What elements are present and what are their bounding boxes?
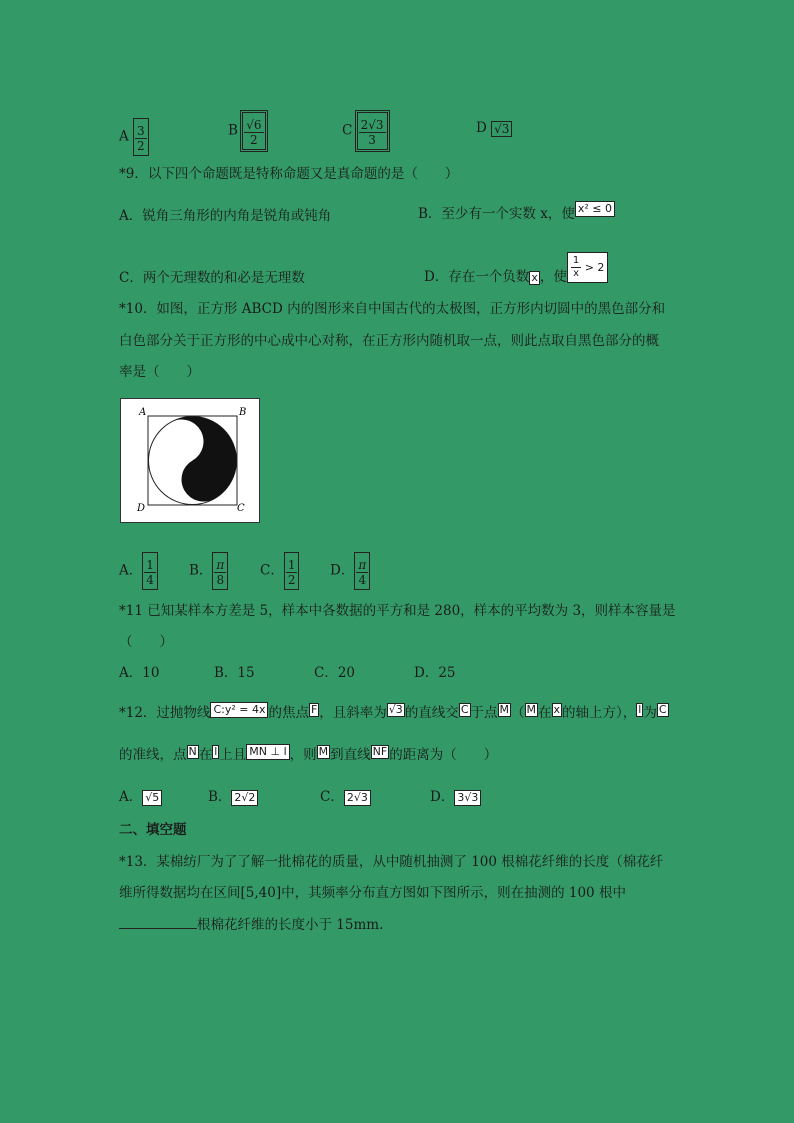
q10-line-2: 白色部分关于正方形的中心成中心对称，在正方形内随机取一点，则此点取自黑色部分的概 <box>119 333 659 349</box>
q12-point-m3: M <box>318 744 329 758</box>
q10-option-d-fraction: $\frac{\pi}{4}$ <box>354 552 370 590</box>
q12-point-m: M <box>499 702 509 716</box>
q10-option-c-fraction: $\frac{1}{2}$ <box>284 552 300 590</box>
q10-line-3: 率是（ ） <box>119 364 200 380</box>
q9-option-b-formula: x² ≤ 0 <box>575 201 615 217</box>
q12-option-d: D． 3√3 <box>430 787 481 807</box>
q13-line-3: 根棉花纤维的长度小于 15mm. <box>119 914 383 935</box>
q13-line-2: 维所得数据均在区间[5,40]中，其频率分布直方图如下图所示，则在抽测的 100 根中 <box>119 885 626 901</box>
q12-curve-c2: C <box>658 702 667 716</box>
q11-option-c: C．20 <box>314 665 356 681</box>
q10-option-b: B． $\frac{\pi}{8}$ <box>189 552 228 590</box>
q11-line-1: *11 已知某样本方差是 5，样本中各数据的平方和是 280，样本的平均数为 3，则样本容量是 <box>119 603 676 619</box>
q11-option-a: A．10 <box>119 665 160 681</box>
q11-line-2: （ ） <box>119 634 173 650</box>
q12-option-b-value: 2√2 <box>231 790 258 806</box>
q8-option-c: C $\frac{2√3}{3}$ <box>342 112 388 150</box>
q8-option-a: A $\frac{3}{2}$ <box>119 118 149 156</box>
q8-option-d: D √3 <box>476 118 512 138</box>
q9-option-a: A．锐角三角形的内角是锐角或钝角 <box>119 208 332 224</box>
q12-line-2: 的准线，点 N 在 l 上且 MN ⊥ l ，则 M 到直线 NF 的距离为（ ） <box>119 744 498 763</box>
q10-line-1: *10．如图，正方形 ABCD 内的图形来自中国古代的太极图，正方形内切圆中的黑色部分和 <box>119 301 666 317</box>
q9-option-d: D．存在一个负数 x ，使 $\frac{1}{x}$ > 2 <box>424 262 608 293</box>
q13-line-1: *13．某棉纺厂为了了解一批棉花的质量，从中随机抽测了 100 根棉花纤维的长度（棉花纤 <box>119 854 664 870</box>
q12-option-d-value: 3√3 <box>454 790 481 806</box>
q12-line-1: *12．过抛物线 C:y² = 4x 的焦点 F ，且斜率为 √3 的直线交 C 于点 M （ M 在 x 的轴上方）， l 为 C <box>119 702 667 721</box>
q9-stem: *9．以下四个命题既是特称命题又是真命题的是（ ） <box>119 166 459 182</box>
q12-option-b: B． 2√2 <box>208 787 258 807</box>
q8-option-b: B $\frac{√6}{2}$ <box>228 112 266 150</box>
q12-slope: √3 <box>388 702 403 716</box>
q12-line-l2: l <box>214 744 218 758</box>
q12-curve-c: C <box>460 702 469 716</box>
q9-option-d-var: x <box>531 270 538 284</box>
q10-option-c: C． $\frac{1}{2}$ <box>260 552 299 590</box>
q9-option-d-formula: $\frac{1}{x}$ > 2 <box>567 252 609 283</box>
q12-option-a-value: √5 <box>142 790 162 806</box>
taiji-figure <box>120 398 260 523</box>
label-a: A <box>139 407 147 418</box>
q12-point-n: N <box>188 744 197 758</box>
q10-option-a: A． $\frac{1}{4}$ <box>119 552 158 590</box>
q10-option-d: D． $\frac{\pi}{4}$ <box>330 552 370 590</box>
q12-parabola: C:y² = 4x <box>210 702 268 718</box>
q11-option-d: D．25 <box>414 665 456 681</box>
q12-line-l: l <box>638 702 642 716</box>
taiji-diagram <box>121 399 259 522</box>
q11-option-b: B．15 <box>214 665 255 681</box>
q9-option-c: C．两个无理数的和必是无理数 <box>119 270 305 286</box>
q12-option-c: C． 2√3 <box>320 787 371 807</box>
q12-point-m2: M <box>526 702 536 716</box>
q12-perpendicular: MN ⊥ l <box>246 744 289 760</box>
q10-option-b-fraction: $\frac{\pi}{8}$ <box>212 552 228 590</box>
q13-answer-blank[interactable] <box>119 914 197 929</box>
q12-line-nf: NF <box>372 744 388 758</box>
q12-option-c-value: 2√3 <box>344 790 371 806</box>
q9-option-b: B．至少有一个实数 x，使 x² ≤ 0 <box>418 204 615 224</box>
q8-option-d-value: √3 <box>491 121 512 137</box>
q12-option-a: A． √5 <box>119 787 162 807</box>
q10-option-a-fraction: $\frac{1}{4}$ <box>142 552 158 590</box>
q12-focus-f: F <box>310 702 318 716</box>
q8-option-a-fraction: $\frac{3}{2}$ <box>133 118 149 156</box>
section-heading: 二、填空题 <box>119 822 187 838</box>
q12-axis-x: x <box>553 702 561 716</box>
q8-option-c-fraction: $\frac{2√3}{3}$ <box>357 112 388 150</box>
label-b: B <box>239 407 247 418</box>
q8-option-b-fraction: $\frac{√6}{2}$ <box>242 112 265 150</box>
label-c: C <box>237 503 245 514</box>
label-d: D <box>137 503 146 514</box>
